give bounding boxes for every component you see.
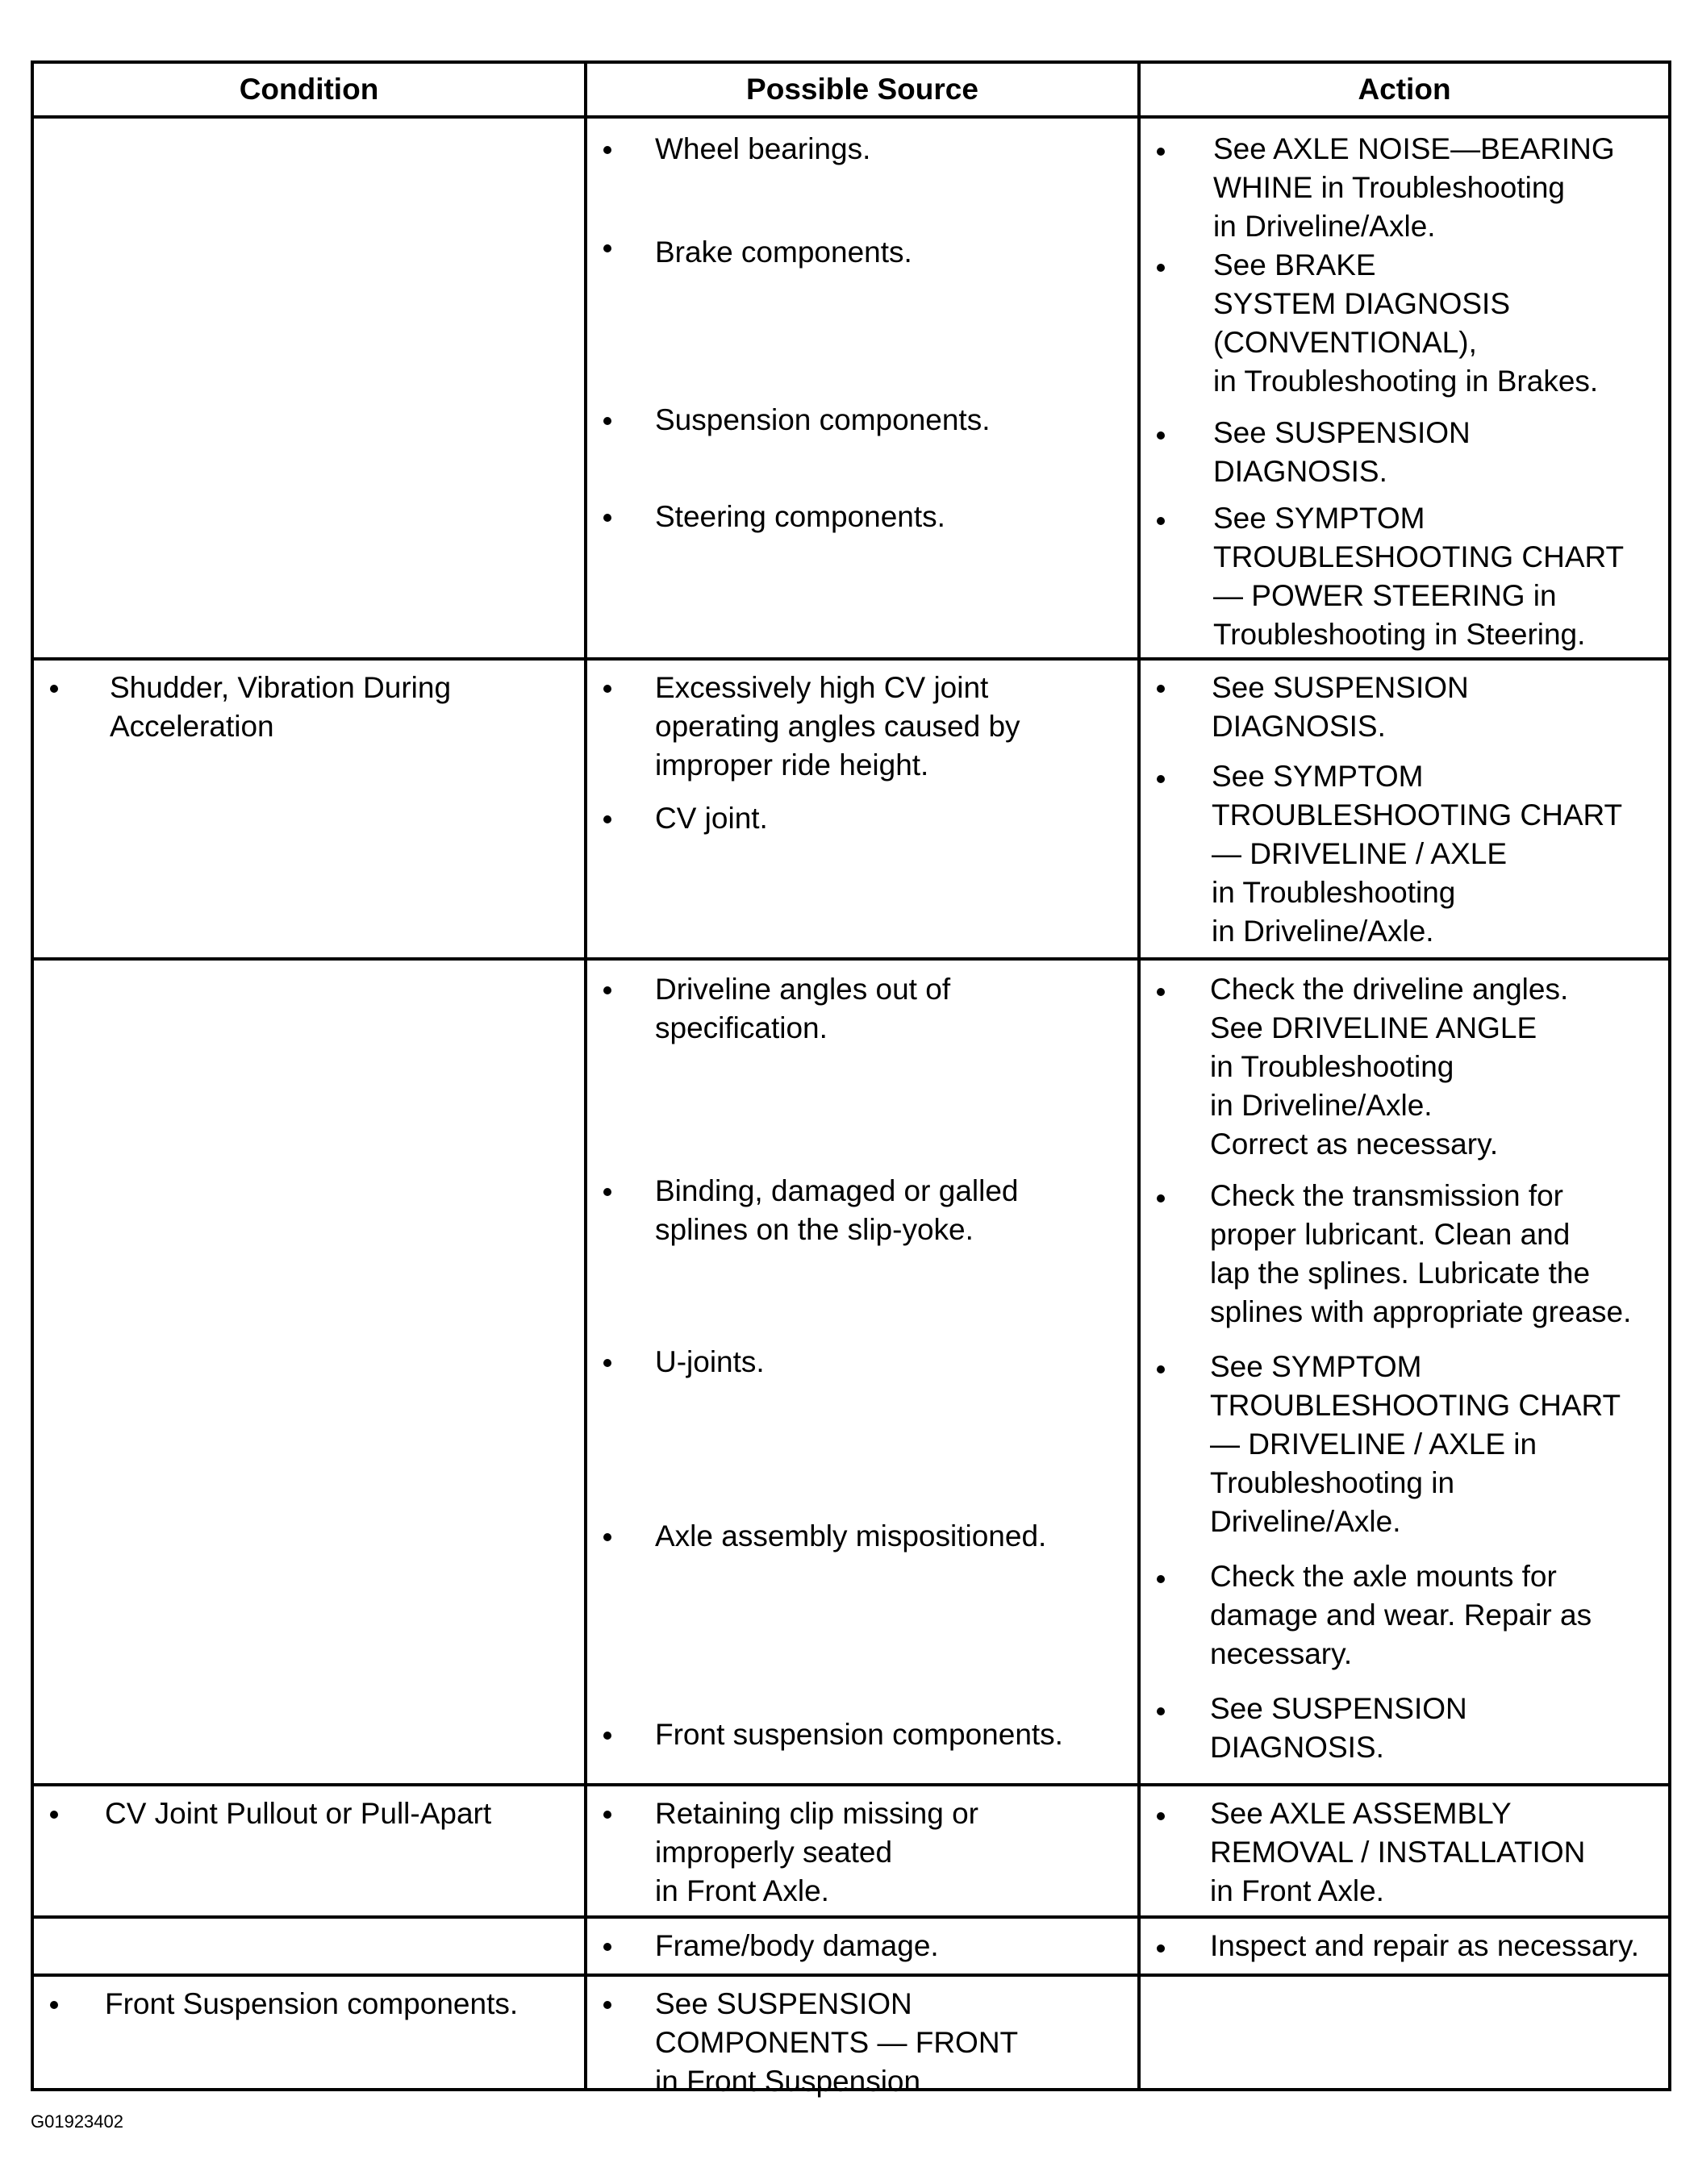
bullet-icon — [50, 1811, 58, 1819]
condition-item: Front Suspension components. — [50, 1985, 518, 2024]
source-item: Driveline angles out of specification. — [603, 970, 950, 1048]
action-item: Check the transmission for proper lubricant. Clean and lap the splines. Lubricate the splines with appropriate grease. — [1157, 1177, 1631, 1332]
bullet-icon — [1157, 264, 1165, 272]
source-cell — [587, 1786, 1137, 1915]
table-row — [34, 661, 1668, 961]
action-item: See SYMPTOM TROUBLESHOOTING CHART — DRIVELINE / AXLE in Troubleshooting in Driveline/Axle. — [1157, 1348, 1621, 1541]
bullet-icon — [603, 244, 611, 252]
source-cell — [587, 1977, 1137, 2098]
source-item: Front suspension components. — [603, 1715, 1063, 1754]
condition-cell — [34, 1786, 584, 1915]
condition-item: CV Joint Pullout or Pull-Apart — [50, 1794, 491, 1833]
source-item: Frame/body damage. — [603, 1927, 939, 1965]
bullet-icon — [603, 1359, 611, 1367]
bullet-icon — [603, 815, 611, 823]
source-cell — [587, 661, 1137, 957]
bullet-icon — [603, 986, 611, 994]
action-item: Check the driveline angles. See DRIVELINE ANGLE in Troubleshooting in Driveline/Axle. Correct as necessary. — [1157, 970, 1568, 1164]
action-cell — [1141, 961, 1668, 1783]
action-cell — [1141, 1977, 1668, 2090]
action-cell — [1141, 119, 1668, 657]
source-item: Wheel bearings. — [603, 130, 870, 169]
table-row — [34, 119, 1668, 661]
bullet-icon — [603, 1811, 611, 1819]
source-item: U-joints. — [603, 1343, 765, 1382]
bullet-icon — [603, 1533, 611, 1541]
bullet-icon — [1157, 431, 1165, 440]
figure-id: G01923402 — [31, 2111, 123, 2132]
bullet-icon — [603, 2001, 611, 2009]
bullet-icon — [50, 2001, 58, 2009]
bullet-icon — [603, 1732, 611, 1740]
bullet-icon — [1157, 1707, 1165, 1715]
condition-item: Shudder, Vibration During Acceleration — [50, 669, 451, 746]
bullet-icon — [603, 417, 611, 425]
action-item: See SUSPENSION DIAGNOSIS. — [1157, 669, 1469, 746]
condition-cell — [34, 1977, 584, 2090]
source-item: Brake components. — [603, 233, 912, 272]
source-item: Binding, damaged or galled splines on the slip-yoke. — [603, 1172, 1019, 1249]
bullet-icon — [1157, 1944, 1165, 1953]
bullet-icon — [1157, 685, 1165, 693]
action-item: See SUSPENSION DIAGNOSIS. — [1157, 1690, 1467, 1767]
bullet-icon — [603, 1188, 611, 1196]
source-item: Axle assembly mispositioned. — [603, 1517, 1046, 1556]
table-header-row — [34, 64, 1668, 119]
source-item: Suspension components. — [603, 401, 991, 440]
bullet-icon — [50, 685, 58, 693]
action-item: See SYMPTOM TROUBLESHOOTING CHART — DRIVELINE / AXLE in Troubleshooting in Driveline/Axle. — [1157, 757, 1622, 951]
bullet-icon — [603, 514, 611, 522]
source-item: Steering components. — [603, 498, 945, 536]
bullet-icon — [1157, 517, 1165, 525]
bullet-icon — [1157, 1194, 1165, 1202]
source-cell — [587, 1919, 1137, 1974]
action-item: See BRAKE SYSTEM DIAGNOSIS (CONVENTIONAL), in Troubleshooting in Brakes. — [1157, 246, 1598, 401]
action-item: Inspect and repair as necessary. — [1157, 1927, 1639, 1965]
source-item: CV joint. — [603, 799, 768, 838]
table-row — [34, 1977, 1668, 2098]
bullet-icon — [1157, 1575, 1165, 1583]
table-row — [34, 1786, 1668, 1919]
action-cell — [1141, 661, 1668, 957]
source-item: Retaining clip missing or improperly seated in Front Axle. — [603, 1794, 978, 1911]
bullet-icon — [603, 1943, 611, 1951]
bullet-icon — [1157, 988, 1165, 996]
action-item: See SYMPTOM TROUBLESHOOTING CHART — POWER STEERING in Troubleshooting in Steering. — [1157, 499, 1624, 654]
bullet-icon — [603, 685, 611, 693]
bullet-icon — [1157, 1365, 1165, 1373]
bullet-icon — [1157, 1812, 1165, 1820]
bullet-icon — [1157, 148, 1165, 156]
condition-cell — [34, 661, 584, 957]
header-condition: Condition — [239, 73, 379, 106]
action-item: See SUSPENSION DIAGNOSIS. — [1157, 414, 1471, 491]
action-cell — [1141, 1786, 1668, 1915]
source-item: Excessively high CV joint operating angles caused by improper ride height. — [603, 669, 1020, 785]
header-action: Action — [1358, 73, 1451, 106]
source-item: See SUSPENSION COMPONENTS — FRONT in Front Suspension. — [603, 1985, 1018, 2101]
source-cell — [587, 119, 1137, 657]
bullet-icon — [1157, 775, 1165, 783]
table-row — [34, 1919, 1668, 1977]
source-cell — [587, 961, 1137, 1783]
action-item: Check the axle mounts for damage and wear. Repair as necessary. — [1157, 1557, 1592, 1673]
header-possible-source: Possible Source — [746, 73, 978, 106]
troubleshooting-table — [31, 60, 1671, 2098]
action-cell — [1141, 1919, 1668, 1974]
action-item: See AXLE ASSEMBLY REMOVAL / INSTALLATION in Front Axle. — [1157, 1794, 1585, 1911]
table-row — [34, 961, 1668, 1786]
action-item: See AXLE NOISE—BEARING WHINE in Troubleshooting in Driveline/Axle. — [1157, 130, 1615, 246]
bullet-icon — [603, 146, 611, 154]
